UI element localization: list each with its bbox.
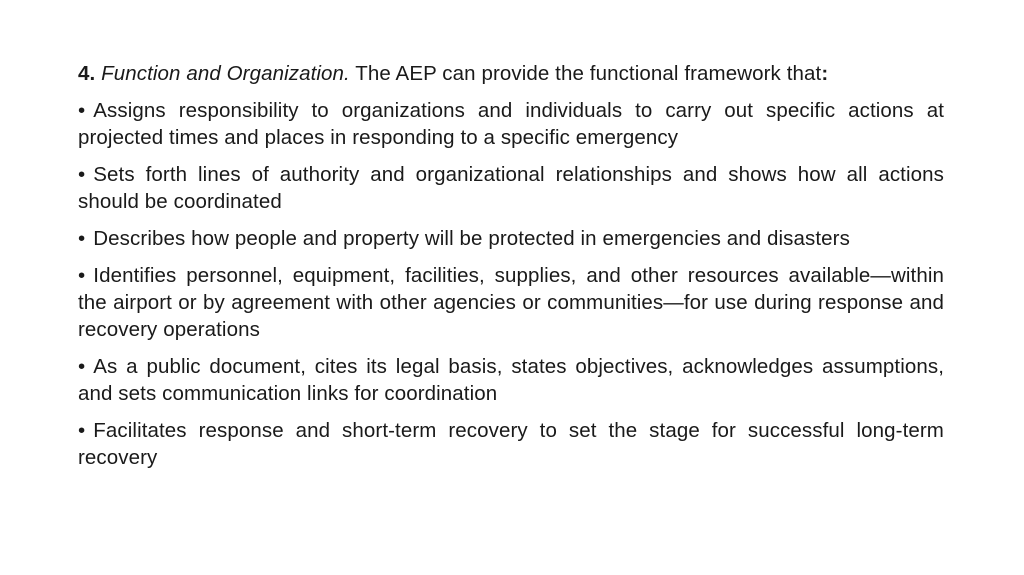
section-intro: The AEP can provide the functional framework that — [349, 62, 822, 85]
bullet-text: Identifies personnel, equipment, facilities, supplies, and other resources available—within the airport or by agreement with other agencies or communities—for use during response and recovery operations — [78, 264, 944, 341]
section-heading — [78, 60, 944, 87]
section-colon: : — [821, 62, 829, 85]
bullet-item — [78, 97, 944, 151]
bullet-item — [78, 417, 944, 471]
bullet-icon: • — [78, 264, 86, 287]
section-number: 4. — [78, 62, 96, 85]
bullet-item — [78, 262, 944, 343]
bullet-item — [78, 353, 944, 407]
bullet-text: Sets forth lines of authority and organizational relationships and shows how all actions should be coordinated — [78, 163, 944, 213]
bullet-icon: • — [78, 227, 86, 250]
bullet-item — [78, 225, 944, 252]
bullet-text: Facilitates response and short-term recovery to set the stage for successful long-term recovery — [78, 419, 944, 469]
bullet-text: Assigns responsibility to organizations and individuals to carry out specific actions at projected times and places in responding to a specific emergency — [78, 99, 944, 149]
bullet-icon: • — [78, 99, 86, 122]
section-title: Function and Organization. — [101, 62, 350, 85]
bullet-icon: • — [78, 355, 86, 378]
bullet-text: As a public document, cites its legal basis, states objectives, acknowledges assumptions, and sets communication links for coordination — [78, 355, 944, 405]
bullet-icon: • — [78, 163, 86, 186]
bullet-text: Describes how people and property will be protected in emergencies and disasters — [93, 227, 850, 250]
bullet-icon: • — [78, 419, 86, 442]
bullet-item — [78, 161, 944, 215]
